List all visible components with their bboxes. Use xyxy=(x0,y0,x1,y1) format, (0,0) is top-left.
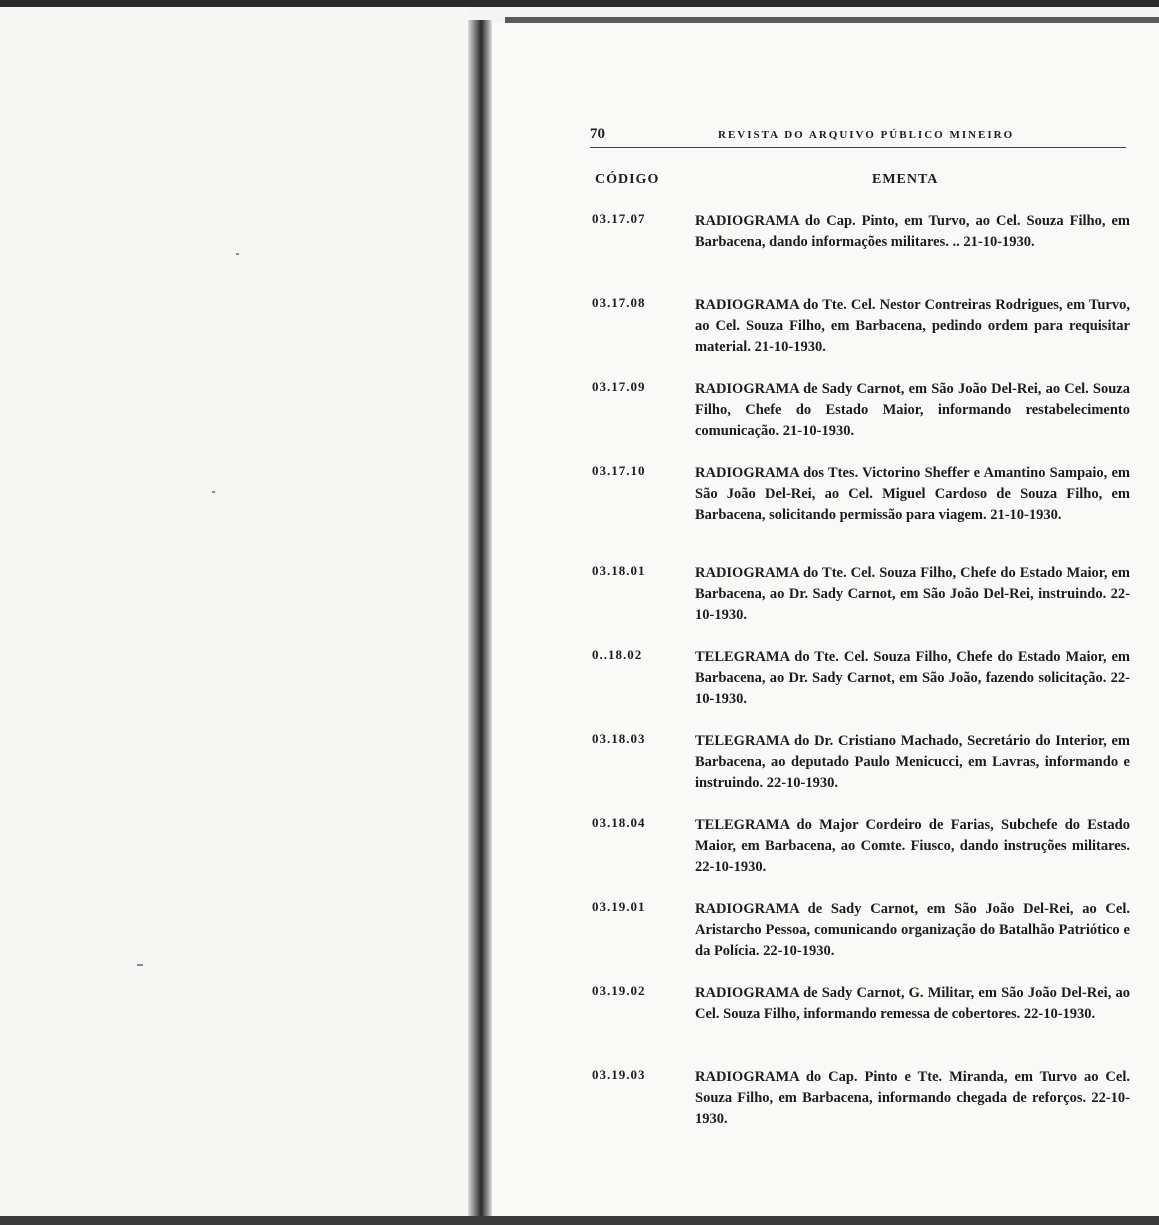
entry-code: 03.17.09 xyxy=(592,379,646,394)
speck xyxy=(236,253,239,255)
list-item xyxy=(592,899,1132,983)
page-number: 70 xyxy=(590,126,605,142)
entry-list xyxy=(592,211,1132,1151)
list-item xyxy=(592,815,1132,899)
page-header xyxy=(590,126,1126,148)
entry-summary: RADIOGRAMA de Sady Carnot, G. Militar, em São João Del-Rei, ao Cel. Souza Filho, informando remessa de cobertores. 22-10-1930. xyxy=(695,985,1130,1022)
list-item xyxy=(592,463,1132,563)
list-item xyxy=(592,731,1132,815)
entry-summary: TELEGRAMA do Major Cordeiro de Farias, Subchefe do Estado Maior, em Barbacena, ao Comte. Fiusco, dando instruções militares. 22-10-1930. xyxy=(695,817,1130,875)
entry-summary: RADIOGRAMA do Cap. Pinto e Tte. Miranda, em Turvo ao Cel. Souza Filho, em Barbacena, informando chegada de reforços. 22-10-1930. xyxy=(695,1069,1130,1127)
list-item xyxy=(592,647,1132,731)
entry-summary: RADIOGRAMA do Cap. Pinto, em Turvo, ao Cel. Souza Filho, em Barbacena, dando informações militares. .. 21-10-1930. xyxy=(695,213,1130,250)
scan-border-page-top xyxy=(505,17,1159,23)
scan-border-top xyxy=(0,0,1159,7)
speck xyxy=(212,491,215,493)
entry-summary: RADIOGRAMA de Sady Carnot, em São João Del-Rei, ao Cel. Aristarcho Pessoa, comunicando organização do Batalhão Patriótico e da Polícia. 22-10-1930. xyxy=(695,901,1130,959)
list-item xyxy=(592,1067,1132,1151)
entry-code: 0..18.02 xyxy=(592,647,643,662)
header-rule xyxy=(590,147,1126,148)
entry-summary: RADIOGRAMA do Tte. Cel. Souza Filho, Chefe do Estado Maior, em Barbacena, ao Dr. Sady Carnot, em São João Del-Rei, instruindo. 22-10-1930. xyxy=(695,565,1130,623)
entry-code: 03.18.01 xyxy=(592,563,646,578)
facing-page-blank xyxy=(0,7,470,1216)
entry-code: 03.17.08 xyxy=(592,295,646,310)
entry-code: 03.17.10 xyxy=(592,463,646,478)
column-header-summary: EMENTA xyxy=(872,172,939,187)
entry-code: 03.19.01 xyxy=(592,899,646,914)
list-item xyxy=(592,379,1132,463)
list-item xyxy=(592,983,1132,1067)
list-item xyxy=(592,563,1132,647)
list-item xyxy=(592,211,1132,295)
entry-summary: RADIOGRAMA de Sady Carnot, em São João Del-Rei, ao Cel. Souza Filho, Chefe do Estado Maior, informando restabelecimento comunicação. 21-10-1930. xyxy=(695,381,1130,439)
column-header-code: CÓDIGO xyxy=(595,172,660,187)
speck xyxy=(137,964,143,966)
running-head: REVISTA DO ARQUIVO PÚBLICO MINEIRO xyxy=(718,129,1015,141)
scan-border-bottom xyxy=(0,1216,1159,1225)
entry-summary: TELEGRAMA do Dr. Cristiano Machado, Secretário do Interior, em Barbacena, ao deputado Paulo Menicucci, em Lavras, informando e instruindo. 22-10-1930. xyxy=(695,733,1130,791)
entry-code: 03.17.07 xyxy=(592,211,646,226)
entry-summary: RADIOGRAMA dos Ttes. Victorino Sheffer e Amantino Sampaio, em São João Del-Rei, ao Cel. Miguel Cardoso de Souza Filho, em Barbacena, solicitando permissão para viagem. 21-10-1930. xyxy=(695,465,1130,523)
book-gutter xyxy=(468,20,492,1216)
entry-code: 03.18.03 xyxy=(592,731,646,746)
entry-code: 03.19.02 xyxy=(592,983,646,998)
entry-code: 03.19.03 xyxy=(592,1067,646,1082)
entry-summary: TELEGRAMA do Tte. Cel. Souza Filho, Chefe do Estado Maior, em Barbacena, ao Dr. Sady Carnot, em São João, fazendo solicitação. 22-10-1930. xyxy=(695,649,1130,707)
entry-summary: RADIOGRAMA do Tte. Cel. Nestor Contreiras Rodrigues, em Turvo, ao Cel. Souza Filho, em Barbacena, pedindo ordem para requisitar material. 21-10-1930. xyxy=(695,297,1130,355)
entry-code: 03.18.04 xyxy=(592,815,646,830)
list-item xyxy=(592,295,1132,379)
